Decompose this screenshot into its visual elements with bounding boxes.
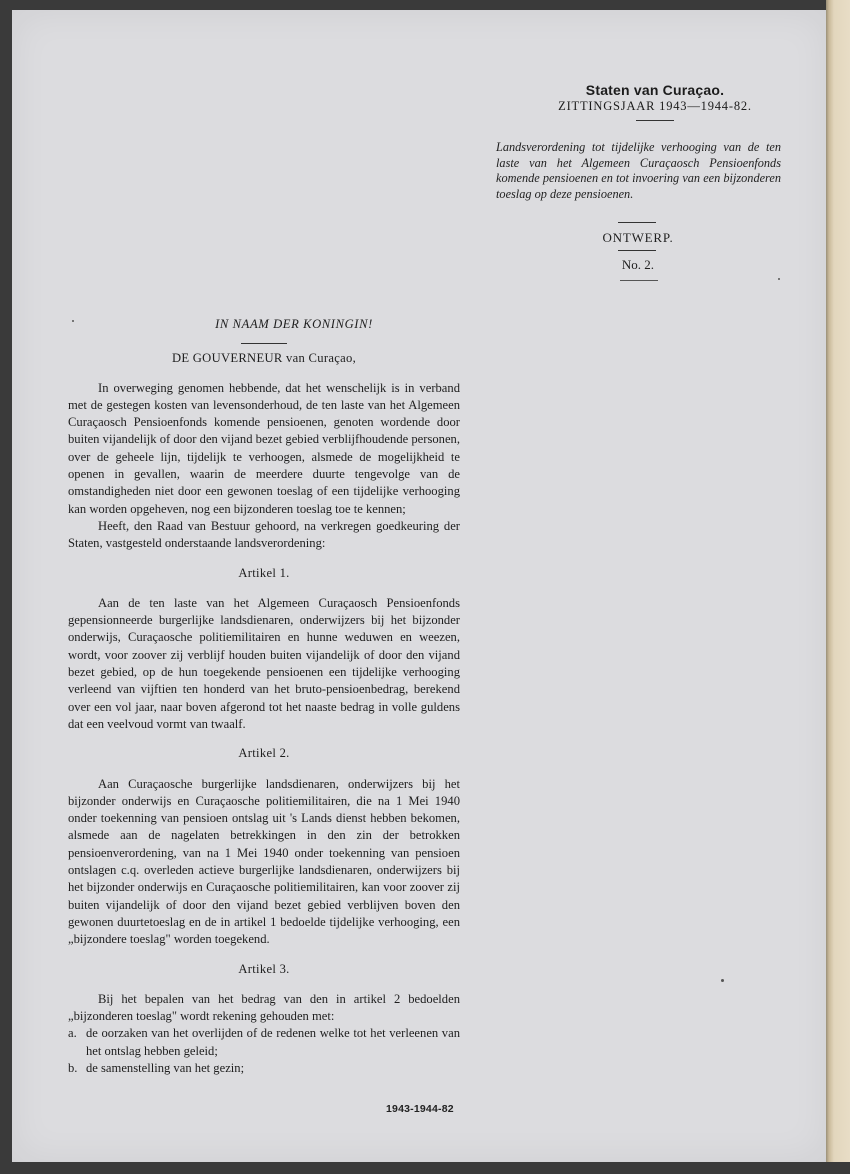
- list-item: [68, 1025, 460, 1060]
- footer-code: 1943-1944-82: [386, 1103, 454, 1115]
- header-block: [520, 82, 790, 127]
- body-column: [68, 316, 460, 1077]
- paper-speck: [72, 320, 74, 322]
- number-underline: [620, 280, 658, 281]
- adjacent-page-edge: [826, 0, 850, 1174]
- header-session: ZITTINGSJAAR 1943—1944-82.: [558, 99, 752, 113]
- number-rule: [618, 250, 656, 251]
- list-marker: b.: [68, 1060, 78, 1075]
- preamble-paragraph: In overweging genomen hebbende, dat het wenschelijk is in verband met de gestegen kosten van levensonderhoud, de ten laste van het Algemeen Curaçaosch Pensioenfonds komende pensioenen, genoten wordende door buiten vijandelijk of door den vijand bezet gebied verblijfhoudende personen, over de geheele lijn, tijdelijk te verhoogen, alsmede de mogelijkheid te openen in gevallen, waarin de meerdere duurte tengevolge van de omstandigheden niet door een gewonen toeslag of een tijdelijke verhooging kan worden opgeheven, nog een bijzonderen toeslag toe te kennen;: [68, 380, 460, 516]
- article-text: Aan Curaçaosche burgerlijke landsdienaren, onderwijzers bij het bijzonder onderwijs en Curaçaosche politiemilitairen, die na 1 Mei 1940 onder toekenning van pensioen ontslag uit 's Lands dienst hebben bekomen, alsmede aan de nagelaten betrekkingen in den zin der betrokken pensioenverordening, van na 1 Mei 1940 onder toekenning van pensioen ontslagen c.q. overleden actieve burgerlijke landsdienaren, onderwijzers bij het bijzonder onderwijs en Curaçaosche politiemilitairen, kan voor zoover zij buiten vijandelijk of door den vijand bezet gebied verblijven boven den gewonen duurtetoeslag en de in artikel 1 bedoelde tijdelijke verhooging, een „bijzondere toeslag" worden toegekend.: [68, 776, 460, 947]
- list-text: de oorzaken van het overlijden of de redenen welke tot het verleenen van het ontslag hebben geleid;: [86, 1026, 460, 1058]
- scan-border-top: [0, 0, 850, 10]
- governor-line: DE GOUVERNEUR van Curaçao,: [171, 351, 357, 366]
- status-label: ONTWERP.: [602, 230, 674, 245]
- document-number: No. 2.: [621, 257, 655, 272]
- scan-border-bottom: [0, 1162, 850, 1174]
- preamble-paragraph: Heeft, den Raad van Bestuur gehoord, na verkregen goedkeuring der Staten, vastgesteld onderstaande landsverordening:: [68, 518, 460, 551]
- header-subject: Landsverordening tot tijdelijke verhooging van de ten laste van het Algemeen Curaçaosch Pensioenfonds komende pensioenen en tot invoering van een bijzonderen toeslag op deze pensioenen.: [496, 140, 781, 201]
- paper-speck: [778, 278, 780, 280]
- invocation: IN NAAM DER KONINGIN!: [215, 317, 373, 331]
- list-item: [68, 1060, 460, 1077]
- article-heading: Artikel 2.: [238, 746, 290, 761]
- invocation-rule: [241, 343, 287, 344]
- header-title: Staten van Curaçao.: [585, 82, 725, 98]
- paper-speck: [721, 979, 724, 982]
- list-text: de samenstelling van het gezin;: [86, 1060, 245, 1075]
- list-marker: a.: [68, 1026, 77, 1041]
- article-text: Bij het bepalen van het bedrag van den in artikel 2 bedoelden „bijzonderen toeslag" wordt rekening gehouden met:: [68, 991, 460, 1024]
- article-heading: Artikel 1.: [238, 565, 290, 580]
- article-heading: Artikel 3.: [238, 961, 290, 976]
- article-text: Aan de ten laste van het Algemeen Curaçaosch Pensioenfonds gepensionneerde burgerlijke landsdienaren, onderwijzers bij het bijzonder onderwijs, Curaçaosche politiemilitairen en hunne weduwen en weezen, wordt, voor zoover zij verblijf houden buiten vijandelijk of door den vijand bezet gebied, op de hun toegekende pensioenen een tijdelijke verhooging verleend van vijftien ten honderd van het bruto-pensioenbedrag, berekend over een vol jaar, naar boven afgerond tot het naaste bedrag in volle guldens dat een veelvoud vormt van twaalf.: [68, 595, 460, 731]
- status-rule: [618, 222, 656, 223]
- header-rule: [636, 120, 674, 121]
